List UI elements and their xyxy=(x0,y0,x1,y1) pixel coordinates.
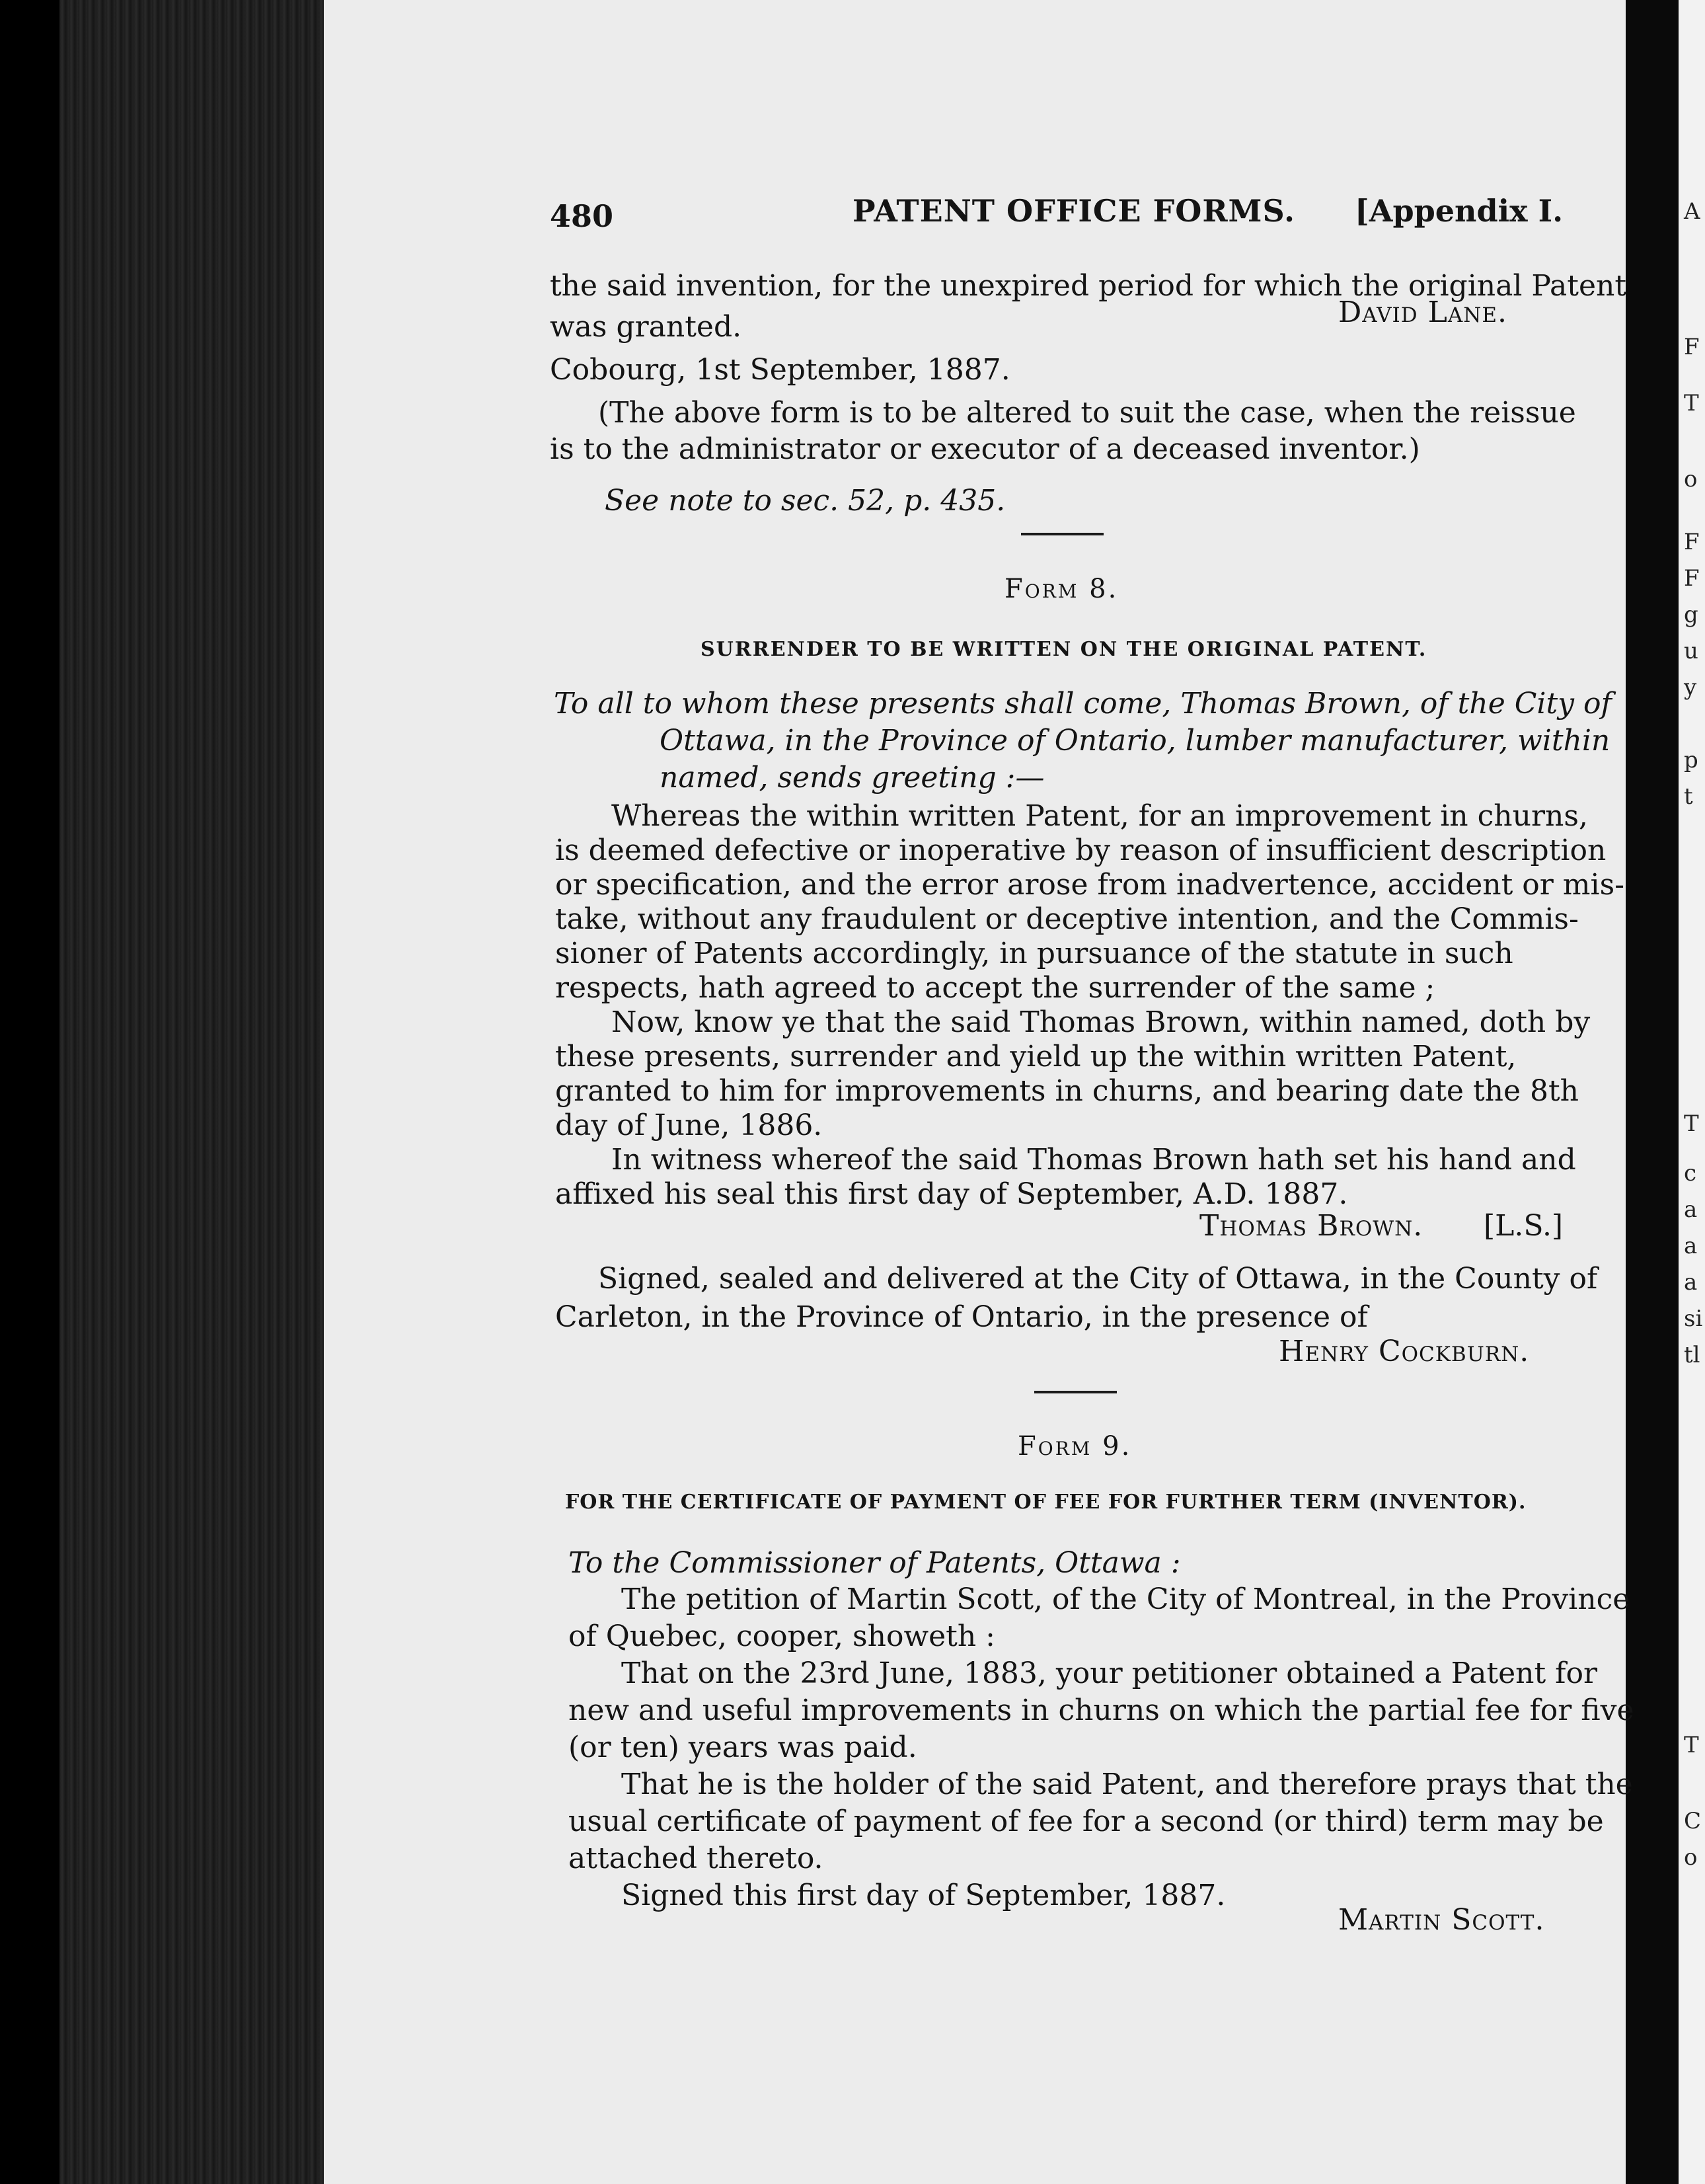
body-line: Now, know ye that the said Thomas Brown, within named, doth by xyxy=(611,1005,1591,1039)
body-line: The petition of Martin Scott, of the City of Montreal, in the Province xyxy=(621,1582,1630,1616)
body-line: That on the 23rd June, 1883, your petitioner obtained a Patent for xyxy=(621,1657,1597,1690)
text-line: the said invention, for the unexpired period for which the original Patent xyxy=(550,269,1627,303)
adjacent-letter: a xyxy=(1684,1233,1698,1259)
adjacent-letter: c xyxy=(1684,1160,1697,1187)
address-line: named, sends greeting :— xyxy=(660,761,1045,795)
divider xyxy=(1021,533,1104,535)
adjacent-letter: p xyxy=(1684,747,1698,773)
body-line: In witness whereof the said Thomas Brown hath set his hand and xyxy=(611,1143,1576,1177)
form-heading: SURRENDER TO BE WRITTEN ON THE ORIGINAL PATENT. xyxy=(701,638,1427,661)
adjacent-letter: a xyxy=(1684,1196,1698,1223)
adjacent-letter: si xyxy=(1684,1306,1703,1332)
body-line: is deemed defective or inoperative by reason of insufficient description xyxy=(555,834,1607,867)
adjacent-letter: F xyxy=(1684,565,1700,592)
form-title: Form 8. xyxy=(1004,574,1119,604)
place-date: Cobourg, 1st September, 1887. xyxy=(550,353,1010,387)
body-line: day of June, 1886. xyxy=(555,1109,823,1142)
adjacent-letter: o xyxy=(1684,1844,1698,1871)
body-line: respects, hath agreed to accept the surrender of the same ; xyxy=(555,971,1435,1005)
body-line: Signed this first day of September, 1887. xyxy=(621,1879,1226,1912)
text-line: was granted. xyxy=(550,310,742,344)
witness-signature: Henry Cockburn. xyxy=(1279,1335,1530,1368)
adjacent-letter: C xyxy=(1684,1808,1702,1834)
book-edge xyxy=(59,0,324,2184)
body-line: new and useful improvements in churns on which the partial fee for five xyxy=(568,1694,1634,1727)
form-title: Form 9. xyxy=(1018,1431,1132,1462)
witness-line: Signed, sealed and delivered at the City of Ottawa, in the County of xyxy=(598,1262,1598,1296)
adjacent-letter: g xyxy=(1684,602,1698,628)
signature: Thomas Brown. xyxy=(1199,1209,1423,1243)
signature: David Lane. xyxy=(1338,295,1507,329)
body-line: or specification, and the error arose from inadvertence, accident or mis- xyxy=(555,868,1625,902)
adjacent-letter: a xyxy=(1684,1269,1698,1296)
adjacent-letter: A xyxy=(1684,198,1700,225)
body-line: usual certificate of payment of fee for a second (or third) term may be xyxy=(568,1805,1604,1838)
adjacent-letter: t xyxy=(1684,783,1693,810)
adjacent-letter: o xyxy=(1684,466,1698,492)
body-line: attached thereto. xyxy=(568,1842,823,1875)
body-line: (or ten) years was paid. xyxy=(568,1731,917,1764)
form-heading: FOR THE CERTIFICATE OF PAYMENT OF FEE FOR FURTHER TERM (INVENTOR). xyxy=(565,1491,1527,1514)
see-note: See note to sec. 52, p. 435. xyxy=(605,484,1006,518)
address-line: Ottawa, in the Province of Ontario, lumber manufacturer, within xyxy=(660,724,1610,758)
adjacent-letter: y xyxy=(1684,674,1697,701)
body-line: take, without any fraudulent or deceptive intention, and the Commis- xyxy=(555,902,1579,936)
adjacent-letter: u xyxy=(1684,638,1698,664)
adjacent-letter: F xyxy=(1684,529,1700,555)
adjacent-letter: T xyxy=(1684,1111,1699,1137)
adjacent-letter: tl xyxy=(1684,1342,1700,1368)
running-title: PATENT OFFICE FORMS. xyxy=(852,193,1296,229)
signature: Martin Scott. xyxy=(1338,1903,1545,1937)
body-line: granted to him for improvements in churns, and bearing date the 8th xyxy=(555,1074,1579,1108)
address-line: To all to whom these presents shall come, Thomas Brown, of the City of xyxy=(554,687,1612,721)
seal-mark: [L.S.] xyxy=(1484,1209,1564,1243)
witness-line: Carleton, in the Province of Ontario, in the presence of xyxy=(555,1300,1368,1334)
body-line: sioner of Patents accordingly, in pursuance of the statute in such xyxy=(555,937,1513,970)
section-label: [Appendix I. xyxy=(1355,193,1564,229)
body-line: these presents, surrender and yield up the within written Patent, xyxy=(555,1040,1517,1073)
body-line: That he is the holder of the said Patent, and therefore prays that the xyxy=(621,1768,1633,1801)
address-line: To the Commissioner of Patents, Ottawa : xyxy=(568,1546,1181,1580)
note-line: (The above form is to be altered to suit the case, when the reissue xyxy=(598,396,1576,430)
body-line: Whereas the within written Patent, for an improvement in churns, xyxy=(611,799,1588,833)
adjacent-letter: T xyxy=(1684,1732,1699,1758)
note-line: is to the administrator or executor of a deceased inventor.) xyxy=(550,432,1420,466)
adjacent-letter: F xyxy=(1684,334,1700,360)
body-line: affixed his seal this first day of September, A.D. 1887. xyxy=(555,1177,1348,1211)
page-number: 480 xyxy=(550,198,614,234)
adjacent-letter: T xyxy=(1684,390,1699,416)
body-line: of Quebec, cooper, showeth : xyxy=(568,1619,995,1653)
divider xyxy=(1034,1391,1117,1393)
